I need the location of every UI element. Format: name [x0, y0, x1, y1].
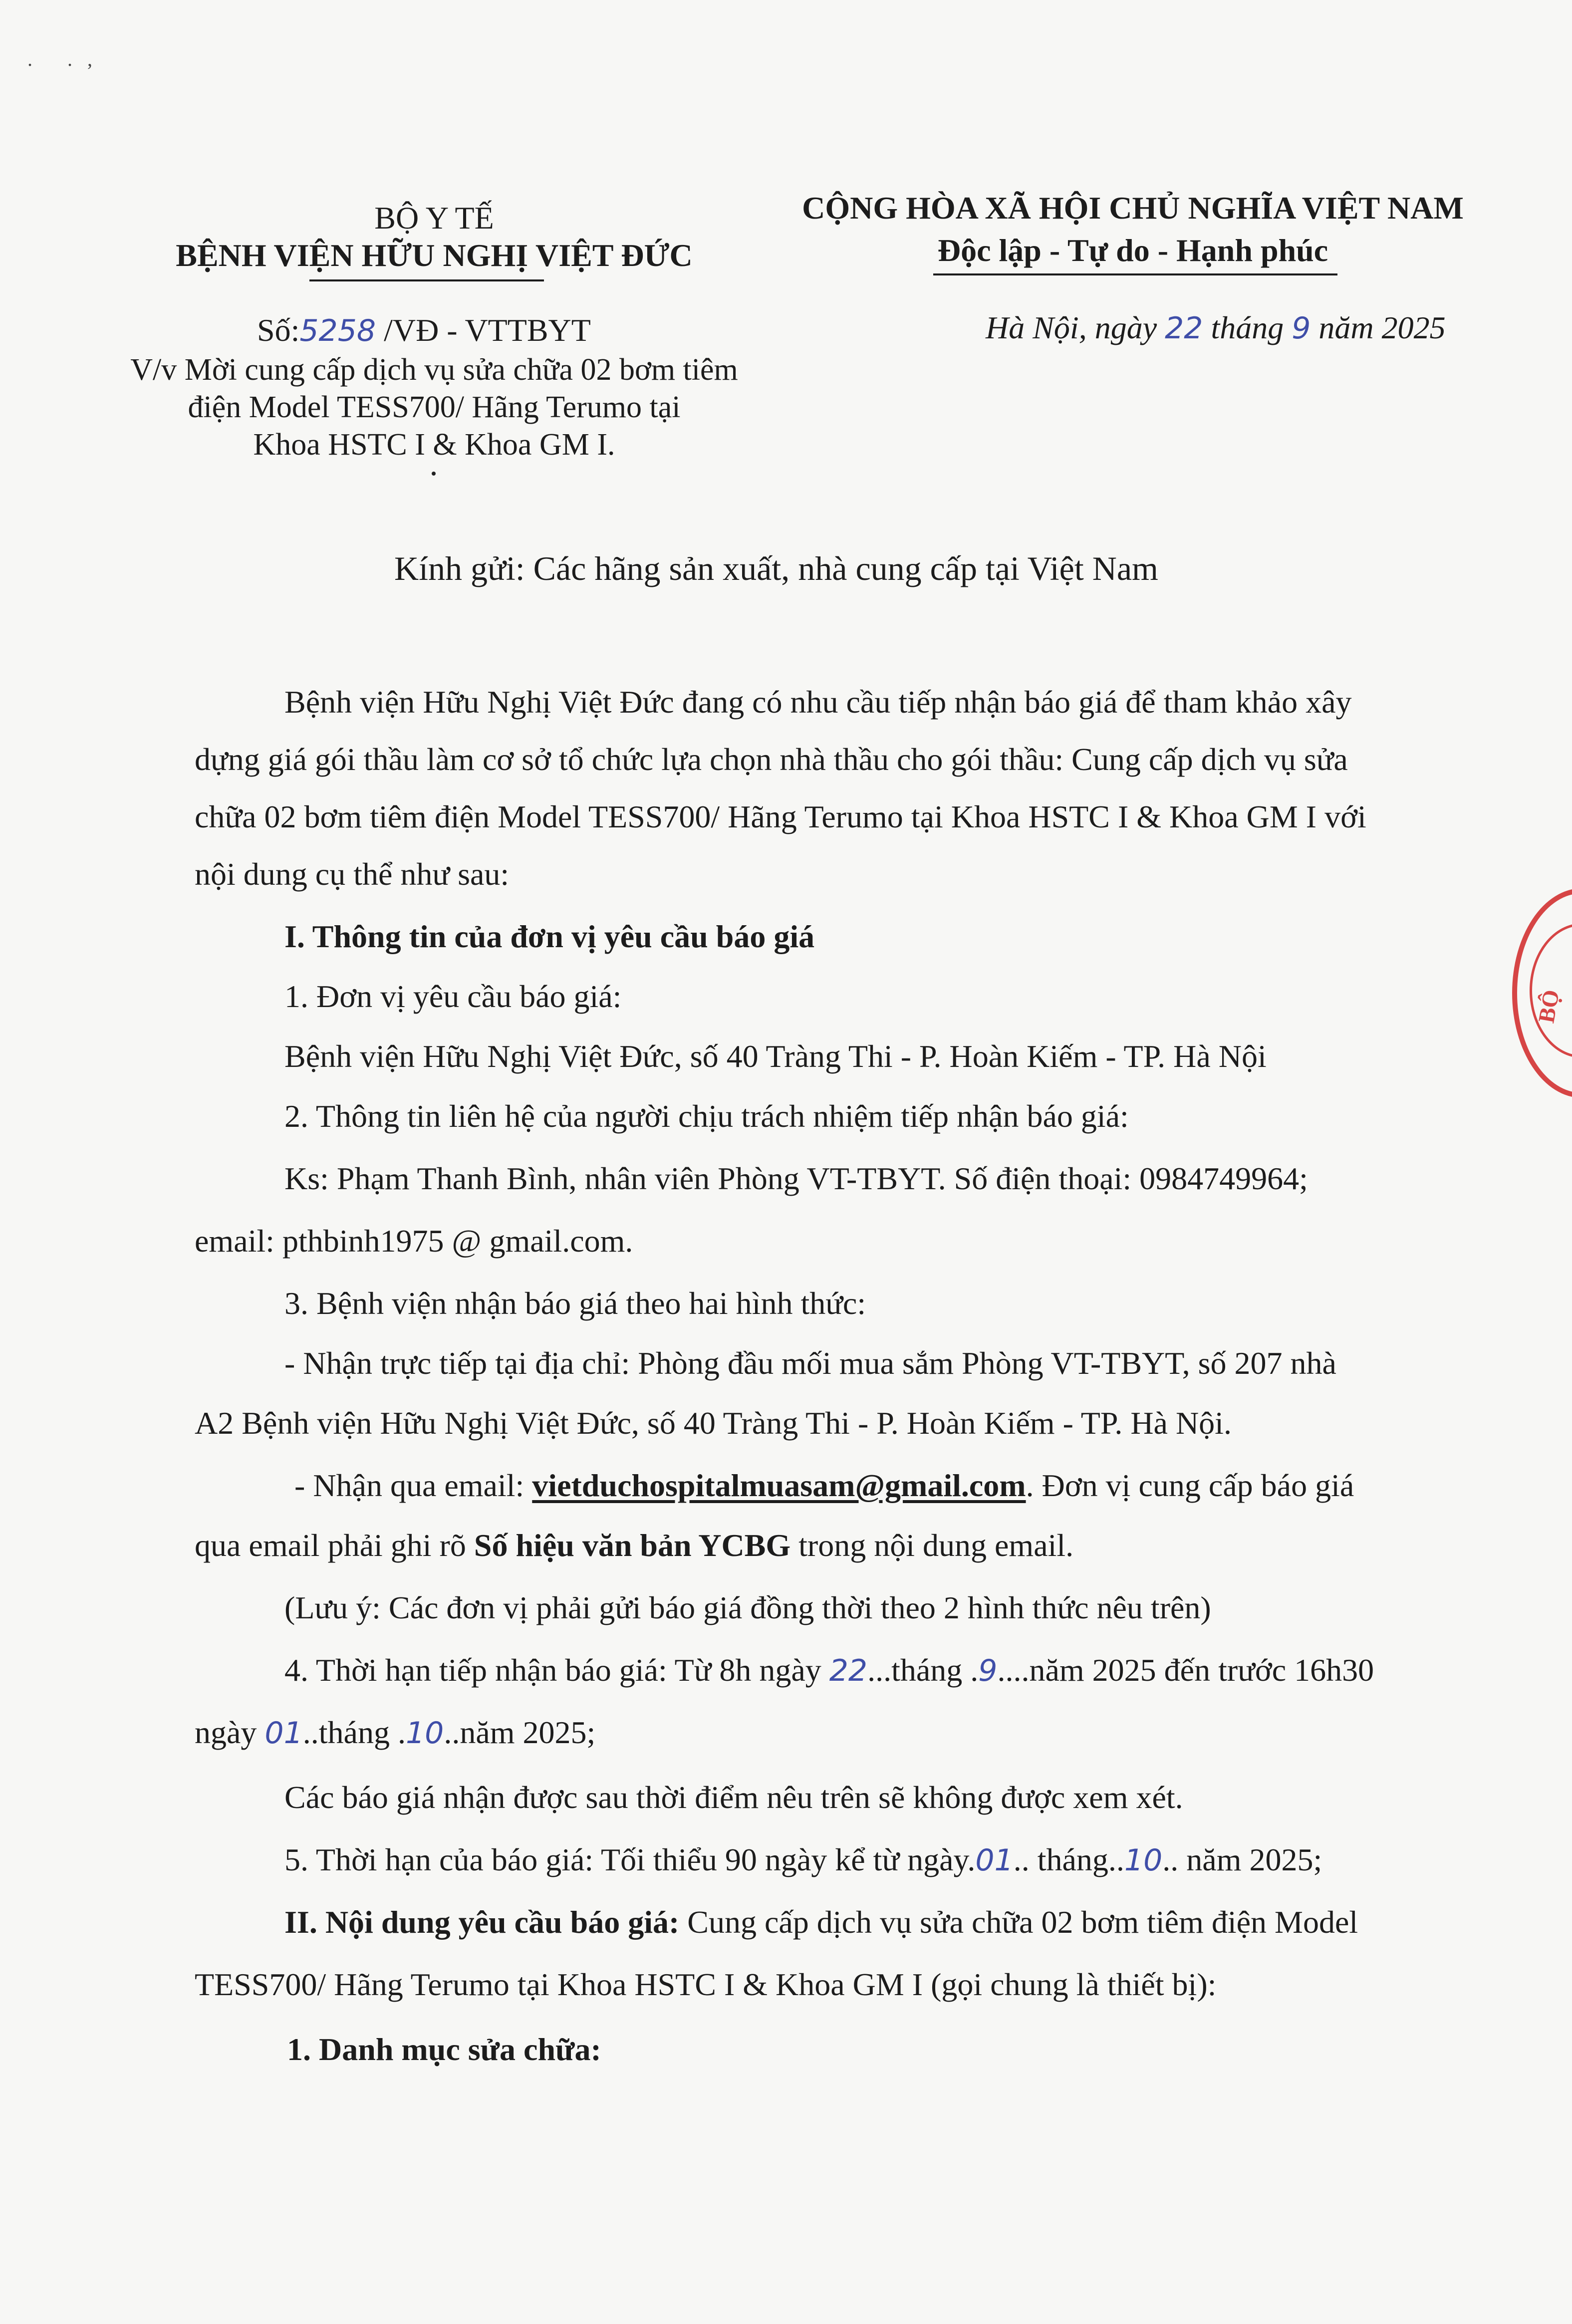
section1-heading: I. Thông tin của đơn vị yêu cầu báo giá [284, 919, 815, 954]
subject-line-3: Khoa HSTC I & Khoa GM I. [253, 428, 615, 462]
item5-month-handwritten: 10 [1124, 1843, 1163, 1878]
item2-label: 2. Thông tin liên hệ của người chịu trách nhiệm tiếp nhận báo giá: [284, 1098, 1129, 1134]
item5-day-handwritten: 01 [975, 1843, 1014, 1878]
item2-email-line: email: pthbinh1975 @ gmail.com. [195, 1223, 633, 1259]
date-prefix: Hà Nội, ngày [986, 310, 1157, 345]
item3-email-line-1 [294, 1470, 1354, 1502]
item4-text-f: ..năm 2025; [444, 1715, 596, 1750]
date-year: năm 2025 [1318, 310, 1446, 345]
motto-underline [933, 273, 1337, 275]
item5-line [284, 1844, 1322, 1876]
item2-contact-line: Ks: Phạm Thanh Bình, nhân viên Phòng VT-TBYT. Số điện thoại: 0984749964; [284, 1161, 1308, 1196]
note-line: (Lưu ý: Các đơn vị phải gửi báo giá đồng thời theo 2 hình thức nêu trên) [284, 1590, 1211, 1625]
number-handwritten: 5258 [299, 313, 376, 348]
email-link[interactable]: vietduchospitalmuasam@gmail.com [532, 1468, 1026, 1503]
ycbg-number-label: Số hiệu văn bản YCBG [474, 1528, 791, 1563]
item1-value: Bệnh viện Hữu Nghị Việt Đức, số 40 Tràng Thi - P. Hoàn Kiếm - TP. Hà Nội [284, 1038, 1267, 1074]
intro-line-1: Bệnh viện Hữu Nghị Việt Đức đang có nhu cầu tiếp nhận báo giá để tham khảo xây [284, 684, 1352, 720]
item3-direct-line-1: - Nhận trực tiếp tại địa chỉ: Phòng đầu mối mua sắm Phòng VT-TBYT, số 207 nhà [284, 1345, 1336, 1381]
intro-line-3: chữa 02 bơm tiêm điện Model TESS700/ Hãng Terumo tại Khoa HSTC I & Khoa GM I với [195, 799, 1366, 834]
item4-month-handwritten: 9 [978, 1653, 998, 1688]
item1-label: 1. Đơn vị yêu cầu báo giá: [284, 979, 622, 1014]
item5-text-c: .. năm 2025; [1162, 1842, 1322, 1877]
subject-line-2: điện Model TESS700/ Hãng Terumo tại [188, 390, 681, 424]
hospital-underline [309, 279, 544, 281]
number-suffix: /VĐ - VTTBYT [384, 312, 591, 348]
country-name: CỘNG HÒA XÃ HỘI CHỦ NGHĨA VIỆT NAM [802, 190, 1464, 226]
late-note: Các báo giá nhận được sau thời điểm nêu trên sẽ không được xem xét. [284, 1780, 1183, 1815]
email-prefix: - Nhận qua email: [294, 1468, 532, 1503]
item4-text-e: ..tháng . [302, 1715, 406, 1750]
section2-line-2: TESS700/ Hãng Terumo tại Khoa HSTC I & Khoa GM I (gọi chung là thiết bị): [195, 1967, 1217, 2002]
number-prefix: Số: [257, 312, 300, 348]
intro-line-2: dựng giá gói thầu làm cơ sở tổ chức lựa chọn nhà thầu cho gói thầu: Cung cấp dịch vụ sửa [195, 742, 1348, 777]
section2-text-1: Cung cấp dịch vụ sửa chữa 02 bơm tiêm điện Model [679, 1904, 1358, 1940]
item4-text-a: 4. Thời hạn tiếp nhận báo giá: Từ 8h ngày [284, 1652, 829, 1688]
date-month-handwritten: 9 [1292, 311, 1311, 346]
subject-line-1: V/v Mời cung cấp dịch vụ sửa chữa 02 bơm tiêm [130, 353, 738, 387]
section2-heading: II. Nội dung yêu cầu báo giá: [284, 1904, 680, 1940]
recipient-line: Kính gửi: Các hãng sản xuất, nhà cung cấp tại Việt Nam [394, 549, 1158, 587]
intro-line-4: nội dung cụ thể như sau: [195, 856, 510, 892]
scan-artifact: . ., [27, 48, 107, 70]
ministry-name: BỘ Y TẾ [374, 200, 494, 236]
item4-day2-handwritten: 01 [264, 1716, 303, 1751]
item3-email-line-2 [195, 1530, 1073, 1561]
date-day-handwritten: 22 [1165, 311, 1203, 346]
section2-line-1 [284, 1906, 1358, 1938]
email-line2-prefix: qua email phải ghi rõ [195, 1528, 474, 1563]
email-suffix: . Đơn vị cung cấp báo giá [1026, 1468, 1354, 1503]
item4-line-1 [284, 1654, 1374, 1686]
item5-text-a: 5. Thời hạn của báo giá: Tối thiểu 90 ngày kể từ ngày. [284, 1842, 976, 1877]
item3-direct-line-2: A2 Bệnh viện Hữu Nghị Việt Đức, số 40 Tràng Thi - P. Hoàn Kiếm - TP. Hà Nội. [195, 1405, 1232, 1441]
item4-text-c: ....năm 2025 đến trước 16h30 [997, 1652, 1374, 1688]
hospital-name: BỆNH VIỆN HỮU NGHỊ VIỆT ĐỨC [176, 238, 693, 273]
document-number [257, 314, 591, 346]
date-month-label: tháng [1211, 310, 1284, 345]
item4-text-b: ...tháng . [867, 1652, 979, 1688]
item4-line-2 [195, 1717, 595, 1749]
item4-text-d: ngày [195, 1715, 265, 1750]
national-motto: Độc lập - Tự do - Hạnh phúc [937, 233, 1328, 268]
item5-text-b: .. tháng.. [1013, 1842, 1124, 1877]
item4-day-handwritten: 22 [829, 1653, 868, 1688]
item4-month2-handwritten: 10 [405, 1716, 444, 1751]
place-date [986, 312, 1446, 344]
dot-mark [432, 472, 436, 476]
red-seal-letter: BỘ [1533, 988, 1565, 1025]
item3-label: 3. Bệnh viện nhận báo giá theo hai hình thức: [284, 1286, 866, 1321]
repair-list-heading: 1. Danh mục sửa chữa: [287, 2032, 601, 2067]
email-line2-suffix: trong nội dung email. [790, 1528, 1074, 1563]
